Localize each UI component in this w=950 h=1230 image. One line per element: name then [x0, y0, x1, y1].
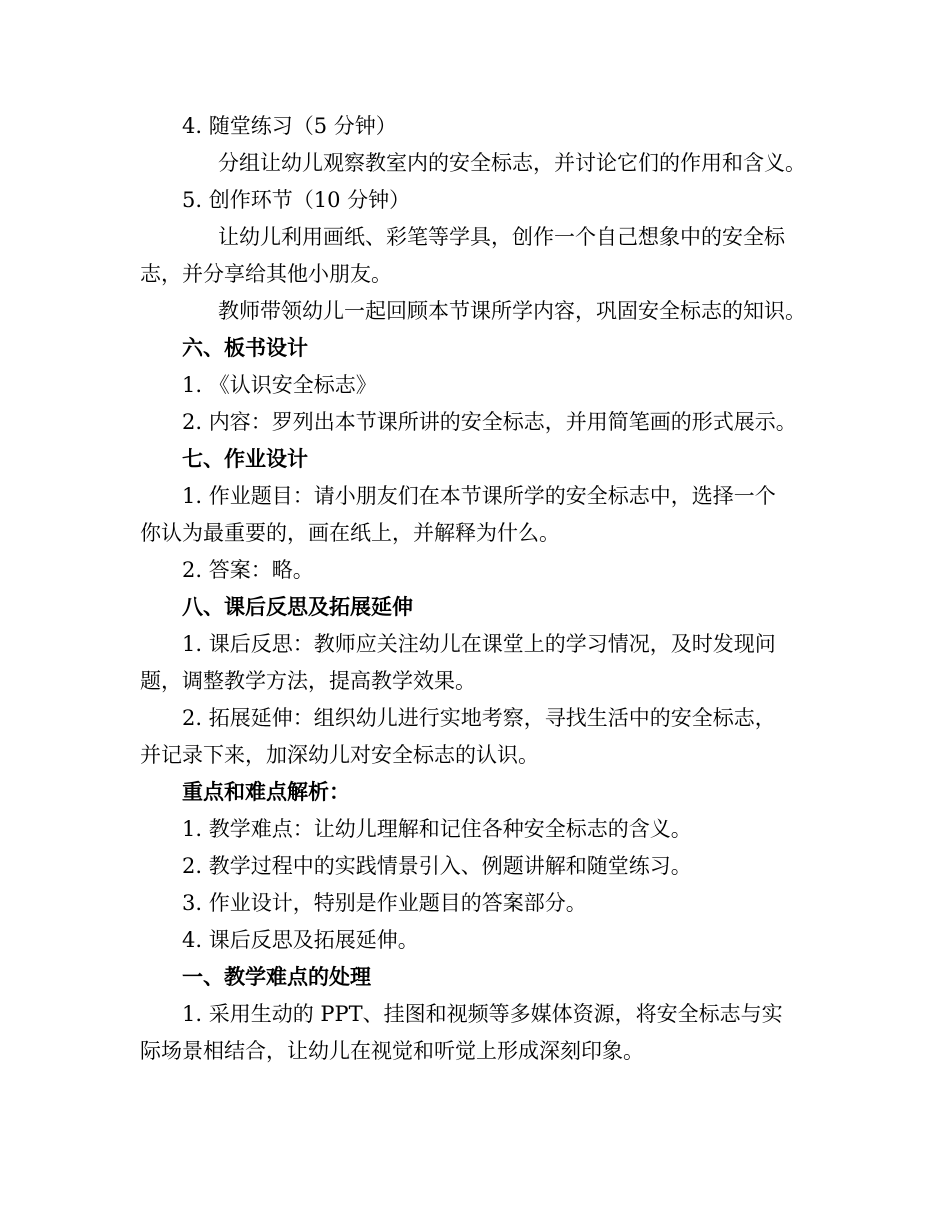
- section-heading: 七、作业设计: [182, 447, 308, 471]
- paragraph-line: 题，调整教学方法，提高教学效果。: [140, 669, 476, 693]
- list-item: 2. 拓展延伸：组织幼儿进行实地考察，寻找生活中的安全标志，: [182, 706, 776, 730]
- section-heading: 重点和难点解析：: [182, 780, 350, 804]
- paragraph-line: 际场景相结合，让幼儿在视觉和听觉上形成深刻印象。: [140, 1039, 644, 1063]
- paragraph: 教师带领幼儿一起回顾本节课所学内容，巩固安全标志的知识。: [218, 299, 806, 323]
- list-item: 4. 课后反思及拓展延伸。: [182, 928, 419, 952]
- list-item: 2. 内容：罗列出本节课所讲的安全标志，并用简笔画的形式展示。: [182, 410, 797, 434]
- paragraph: 分组让幼儿观察教室内的安全标志，并讨论它们的作用和含义。: [218, 151, 806, 175]
- list-item: 1. 作业题目：请小朋友们在本节课所学的安全标志中，选择一个: [182, 484, 776, 508]
- list-item: 1. 教学难点：让幼儿理解和记住各种安全标志的含义。: [182, 817, 692, 841]
- list-item: 4. 随堂练习（5 分钟）: [182, 114, 397, 138]
- paragraph-line: 让幼儿利用画纸、彩笔等学具，创作一个自己想象中的安全标: [218, 225, 785, 249]
- list-item: 5. 创作环节（10 分钟）: [182, 188, 411, 212]
- paragraph-line: 你认为最重要的，画在纸上，并解释为什么。: [140, 521, 560, 545]
- list-item: 2. 教学过程中的实践情景引入、例题讲解和随堂练习。: [182, 854, 692, 878]
- list-item: 1. 《认识安全标志》: [182, 373, 377, 397]
- list-item: 3. 作业设计，特别是作业题目的答案部分。: [182, 891, 587, 915]
- section-heading: 一、教学难点的处理: [182, 965, 371, 989]
- section-heading: 六、板书设计: [182, 336, 308, 360]
- paragraph-line: 并记录下来，加深幼儿对安全标志的认识。: [140, 743, 539, 767]
- list-item: 2. 答案：略。: [182, 558, 314, 582]
- list-item: 1. 课后反思：教师应关注幼儿在课堂上的学习情况，及时发现问: [182, 632, 776, 656]
- paragraph-line: 志，并分享给其他小朋友。: [140, 262, 392, 286]
- section-heading: 八、课后反思及拓展延伸: [182, 595, 413, 619]
- list-item: 1. 采用生动的 PPT、挂图和视频等多媒体资源，将安全标志与实: [182, 1002, 783, 1026]
